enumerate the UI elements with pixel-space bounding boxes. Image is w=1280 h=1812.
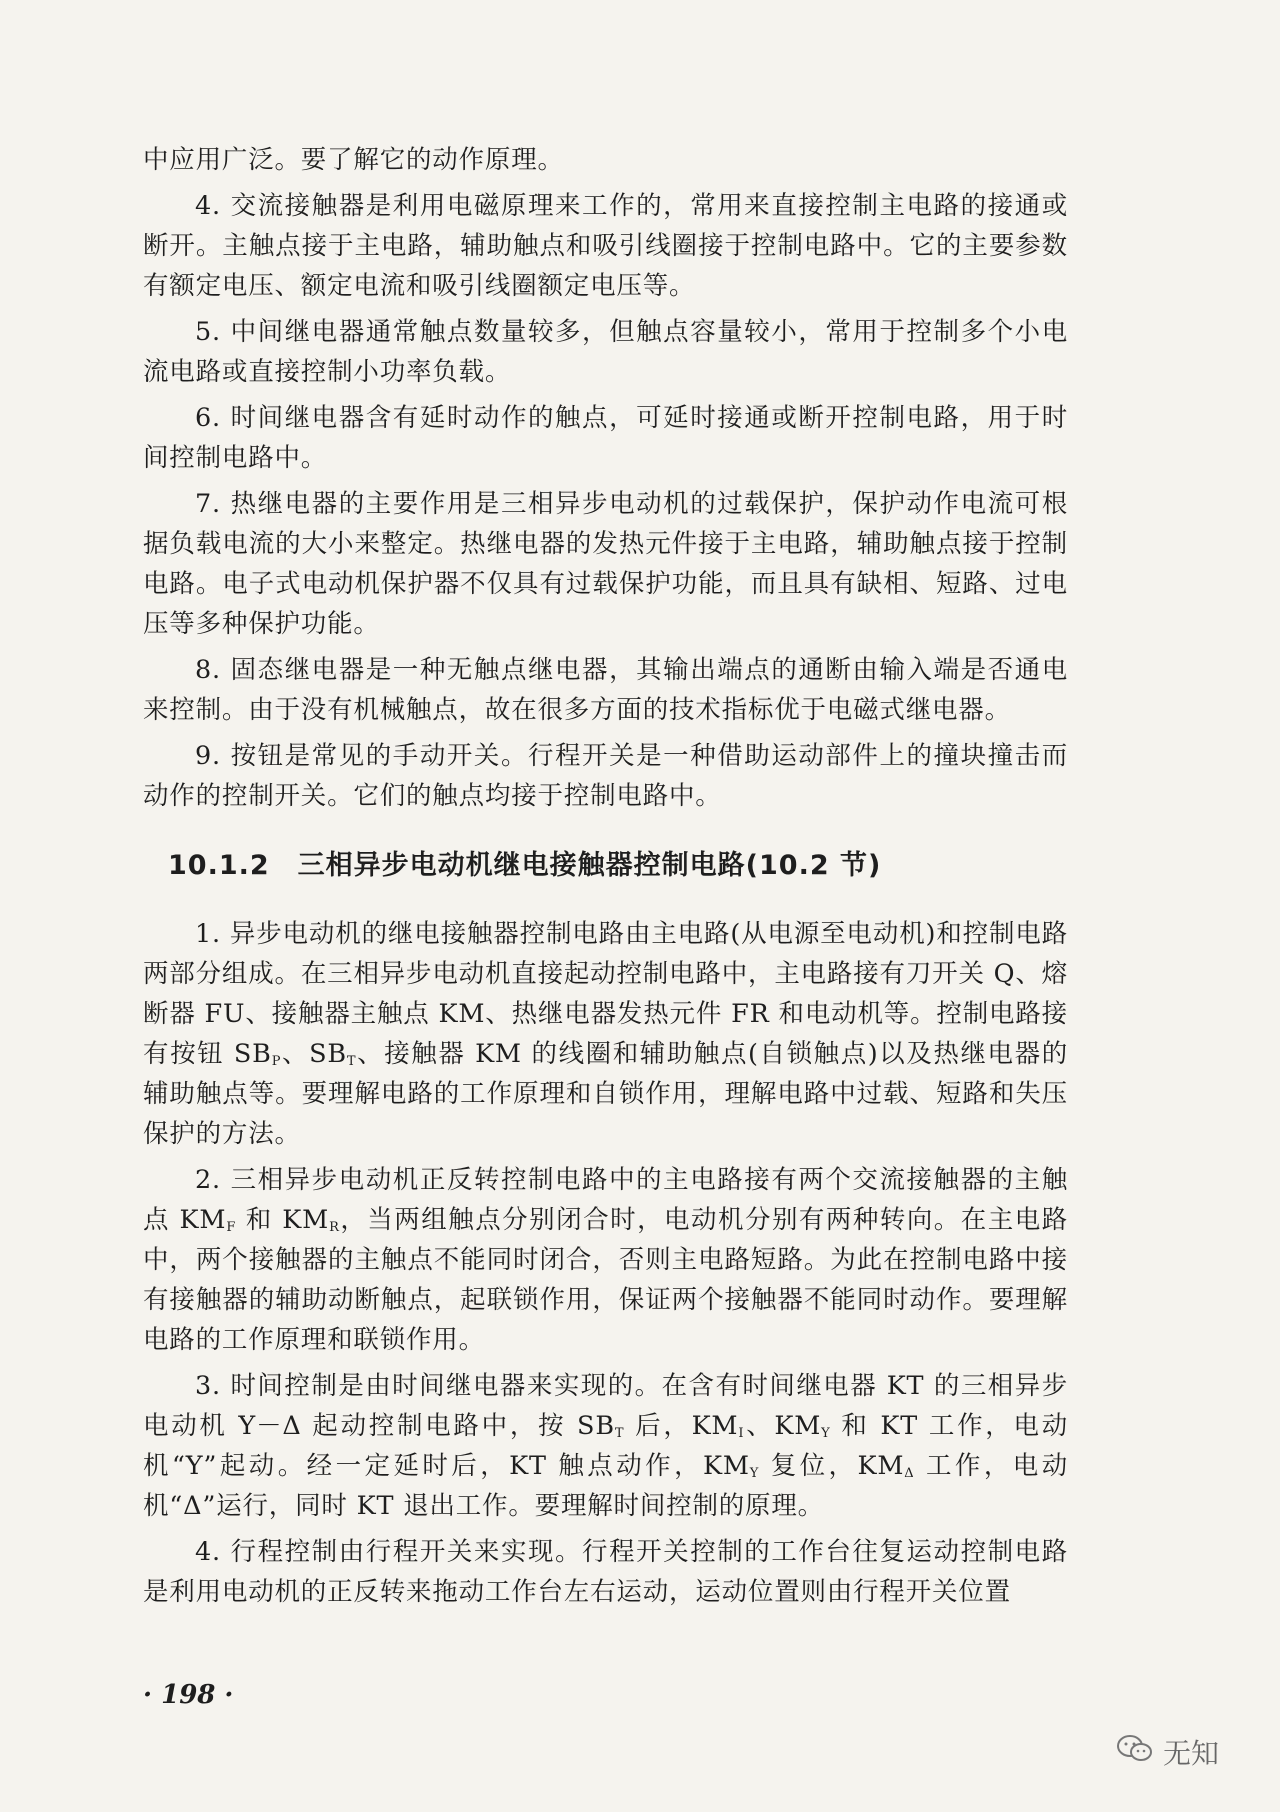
section-paragraph-1: 1. 异步电动机的继电接触器控制电路由主电路(从电源至电动机)和控制电路两部分组成。在三相异步电动机直接起动控制电路中，主电路接有刀开关 Q、熔断器 FU、接触器主触点 KM、热继电器发热元件 FR 和电动机等。控制电路接有按钮 $SB_P$、$SB_T$、接触器 KM 的线圈和辅助触点(自锁触点)以及热继电器的辅助触点等。要理解电路的工作原理和自锁作用，理解电路中过载、短路和失压保护的方法。 [143,919,1068,1149]
body-text [143,140,1068,1618]
paragraph-item-6: 6. 时间继电器含有延时动作的触点，可延时接通或断开控制电路，用于时间控制电路中。 [143,403,1068,473]
section-number: 10.1.2 [168,850,270,881]
watermark [1115,1732,1219,1772]
paragraph-item-9: 9. 按钮是常见的手动开关。行程开关是一种借助运动部件上的撞块撞击而动作的控制开关。它们的触点均接于控制电路中。 [143,741,1068,811]
section-paragraph-2: 2. 三相异步电动机正反转控制电路中的主电路接有两个交流接触器的主触点 $KM_F$ 和 $KM_R$，当两组触点分别闭合时，电动机分别有两种转向。在主电路中，两个接触器的主触点不能同时闭合，否则主电路短路。为此在控制电路中接有接触器的辅助动断触点，起联锁作用，保证两个接触器不能同时动作。要理解电路的工作原理和联锁作用。 [143,1165,1069,1355]
wechat-icon [1115,1733,1155,1772]
watermark-text: 无知 [1163,1737,1220,1770]
paragraph-item-8: 8. 固态继电器是一种无触点继电器，其输出端点的通断由输入端是否通电来控制。由于没有机械触点，故在很多方面的技术指标优于电磁式继电器。 [143,655,1068,725]
paragraph-item-5: 5. 中间继电器通常触点数量较多，但触点容量较小，常用于控制多个小电流电路或直接控制小功率负载。 [143,317,1068,387]
section-paragraph-4: 4. 行程控制由行程开关来实现。行程开关控制的工作台往复运动控制电路是利用电动机的正反转来拖动工作台左右运动，运动位置则由行程开关位置 [143,1537,1068,1607]
section-paragraph-3: 3. 时间控制是由时间继电器来实现的。在含有时间继电器 KT 的三相异步电动机 Y－Δ 起动控制电路中，按 $SB_T$ 后，$KM_I$、$KM_Y$ 和 KT 工作，电动机“Y”起动。经一定延时后，KT 触点动作，$KM_Y$ 复位，$KM_\Delta$ 工作，电动机“Δ”运行，同时 KT 退出工作。要理解时间控制的原理。 [143,1371,1069,1521]
paragraph-item-4: 4. 交流接触器是利用电磁原理来工作的，常用来直接控制主电路的接通或断开。主触点接于主电路，辅助触点和吸引线圈接于控制电路中。它的主要参数有额定电压、额定电流和吸引线圈额定电压等。 [143,191,1068,301]
paragraph-continuation: 中应用广泛。要了解它的动作原理。 [143,145,564,175]
page-number: · 198 · [143,1680,234,1710]
paragraph-item-7: 7. 热继电器的主要作用是三相异步电动机的过载保护，保护动作电流可根据负载电流的大小来整定。热继电器的发热元件接于主电路，辅助触点接于控制电路。电子式电动机保护器不仅具有过载保护功能，而且具有缺相、短路、过电压等多种保护功能。 [143,489,1068,639]
section-title: 三相异步电动机继电接触器控制电路(10.2 节) [297,850,882,881]
section-heading [168,846,1068,886]
